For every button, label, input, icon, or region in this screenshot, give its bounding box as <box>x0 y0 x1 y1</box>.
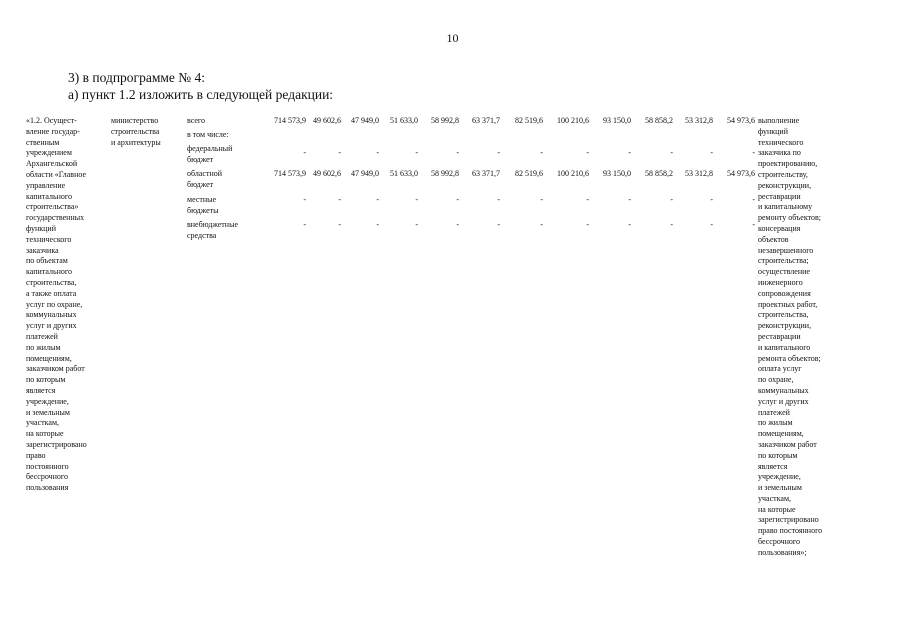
value-cell: - <box>752 195 755 204</box>
value-cell: 63 371,7 <box>472 116 500 125</box>
source-label-regional: областной бюджет <box>187 169 223 189</box>
value-cell: - <box>338 195 341 204</box>
value-cell: - <box>456 148 459 157</box>
value-cell: - <box>752 148 755 157</box>
value-cell: - <box>303 148 306 157</box>
value-cell: - <box>540 220 543 229</box>
value-cell: 100 210,6 <box>557 169 589 178</box>
subprogram-heading: 3) в подпрограмме № 4: <box>68 70 206 85</box>
source-label-federal: федеральный бюджет <box>187 144 233 164</box>
value-cell: 714 573,9 <box>274 116 306 125</box>
item-heading: а) пункт 1.2 изложить в следующей редакции: <box>68 87 334 102</box>
value-cell: - <box>415 220 418 229</box>
value-cell: - <box>710 195 713 204</box>
value-cell: - <box>586 195 589 204</box>
value-cell: 54 973,6 <box>727 169 755 178</box>
value-cell: - <box>628 195 631 204</box>
value-cell: - <box>376 148 379 157</box>
value-cell: - <box>456 220 459 229</box>
value-cell: 54 973,6 <box>727 116 755 125</box>
value-cell: - <box>303 195 306 204</box>
value-cell: - <box>540 195 543 204</box>
value-cell: - <box>497 195 500 204</box>
value-cell: 58 858,2 <box>645 169 673 178</box>
value-cell: 82 519,6 <box>515 169 543 178</box>
value-cell: - <box>628 220 631 229</box>
value-cell: - <box>497 148 500 157</box>
value-cell: 63 371,7 <box>472 169 500 178</box>
value-cell: - <box>456 195 459 204</box>
value-cell: 714 573,9 <box>274 169 306 178</box>
value-cell: - <box>670 195 673 204</box>
value-cell: 93 150,0 <box>603 116 631 125</box>
activity-name-cell: «1.2. Осущест- вление государ- ственным учреждением Архангельской области «Главное управление капитального строительства» государственных функций технического заказчика по объектам капитального строительства, а также оплата услуг по охране, коммунальных услуг и других платежей по жилым помещениям, заказчиком работ по которым является учреждение, и земельным участкам, на которые зарегистрировано право постоянного бессрочного пользования <box>26 116 87 493</box>
value-cell: - <box>752 220 755 229</box>
source-label-local: местные бюджеты <box>187 195 219 215</box>
value-cell: - <box>670 148 673 157</box>
value-cell: 47 949,0 <box>351 116 379 125</box>
value-cell: - <box>710 148 713 157</box>
executor-cell: министерство строительства и архитектуры <box>111 116 161 147</box>
value-cell: - <box>338 148 341 157</box>
value-cell: 51 633,0 <box>390 116 418 125</box>
value-cell: - <box>415 195 418 204</box>
value-cell: 47 949,0 <box>351 169 379 178</box>
value-cell: - <box>415 148 418 157</box>
value-cell: - <box>710 220 713 229</box>
value-cell: 93 150,0 <box>603 169 631 178</box>
value-cell: - <box>376 220 379 229</box>
expected-result-cell: выполнение функций технического заказчика по проектированию, строительству, реконструкции, реставрации и капитальному ремонту объектов; консервация объектов незавершенного строительства; осуществление инженерного сопровождения проектных работ, строительства, реконструкции, реставрации и капитального ремонта объектов; оплата услуг по охране, коммунальных услуг и других платежей по жилым помещениям, заказчиком работ по которым является учреждение, и земельным участкам, на которые зарегистрировано право постоянного бессрочного пользования»; <box>758 116 823 557</box>
value-cell: 53 312,8 <box>685 116 713 125</box>
value-cell: - <box>376 195 379 204</box>
value-cell: 51 633,0 <box>390 169 418 178</box>
value-cell: - <box>338 220 341 229</box>
value-cell: - <box>303 220 306 229</box>
value-cell: 58 858,2 <box>645 116 673 125</box>
value-cell: 53 312,8 <box>685 169 713 178</box>
value-cell: 100 210,6 <box>557 116 589 125</box>
value-cell: - <box>586 148 589 157</box>
value-cell: - <box>670 220 673 229</box>
value-cell: - <box>540 148 543 157</box>
page-number: 10 <box>446 31 459 45</box>
value-cell: 82 519,6 <box>515 116 543 125</box>
value-cell: - <box>586 220 589 229</box>
source-label-extrabudget: внебюджетные средства <box>187 220 238 240</box>
value-cell: 49 602,6 <box>313 169 341 178</box>
source-label-including: в том числе: <box>187 130 229 139</box>
value-cell: 58 992,8 <box>431 169 459 178</box>
value-cell: - <box>628 148 631 157</box>
source-label-total: всего <box>187 116 206 125</box>
value-cell: 49 602,6 <box>313 116 341 125</box>
value-cell: 58 992,8 <box>431 116 459 125</box>
value-cell: - <box>497 220 500 229</box>
